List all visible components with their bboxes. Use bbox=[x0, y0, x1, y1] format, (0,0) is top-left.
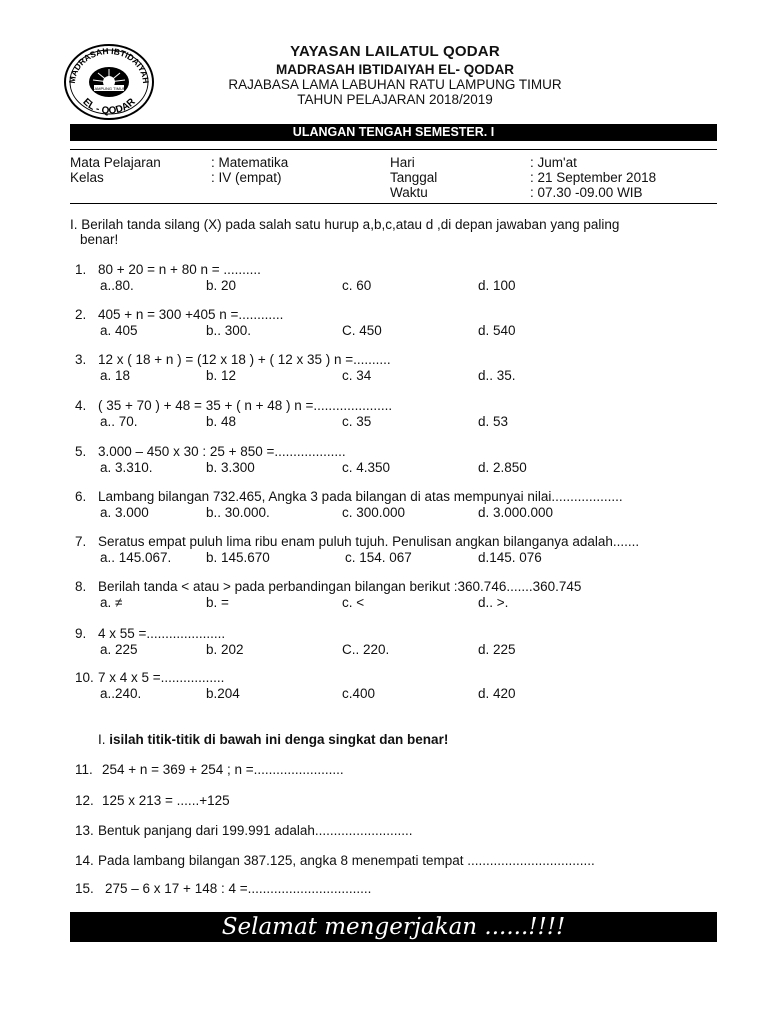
option-b: b.. 300. bbox=[206, 323, 252, 338]
section2-prefix: I. bbox=[98, 732, 110, 747]
question-text: 4 x 55 =..................... bbox=[98, 626, 226, 641]
option-c: c. 60 bbox=[342, 278, 372, 293]
academic-year: TAHUN PELAJARAN 2018/2019 bbox=[297, 92, 493, 107]
day-label: Hari bbox=[390, 155, 415, 170]
question-number: 10. bbox=[75, 670, 94, 685]
question-text: Berilah tanda < atau > pada perbandingan bilangan berikut :360.746.......360.745 bbox=[98, 579, 582, 594]
option-c: C.. 220. bbox=[342, 642, 390, 657]
logo-center-text: LAMPUNG TIMUR bbox=[92, 86, 126, 91]
essay-text: Pada lambang bilangan 387.125, angka 8 menempati tempat .................................. bbox=[98, 853, 595, 868]
option-d: d. 53 bbox=[478, 414, 509, 429]
question-text: 3.000 – 450 x 30 : 25 + 850 =................... bbox=[98, 444, 346, 459]
option-b: b.. 30.000. bbox=[206, 505, 270, 520]
essay-number: 11. bbox=[75, 762, 93, 777]
option-a: a.. 145.067. bbox=[100, 550, 172, 565]
time-value: : 07.30 -09.00 WIB bbox=[530, 185, 643, 200]
question-number: 2. bbox=[75, 307, 87, 322]
essay-number: 13. bbox=[75, 823, 94, 838]
logo-bottom-text: EL - QODAR bbox=[80, 96, 138, 117]
time-label: Waktu bbox=[390, 185, 428, 200]
option-d: d. 420 bbox=[478, 686, 516, 701]
question-text: Seratus empat puluh lima ribu enam puluh tujuh. Penulisan angkan bilanganya adalah....... bbox=[98, 534, 640, 549]
date-value: : 21 September 2018 bbox=[530, 170, 657, 185]
essay-text: Bentuk panjang dari 199.991 adalah.......................... bbox=[98, 823, 413, 838]
essay-number: 14. bbox=[75, 853, 94, 868]
essay-number: 15. bbox=[75, 881, 94, 896]
question-number: 6. bbox=[75, 489, 87, 504]
subject-value: : Matematika bbox=[211, 155, 289, 170]
day-value: : Jum'at bbox=[530, 155, 577, 170]
essay-text: 275 – 6 x 17 + 148 : 4 =................................. bbox=[105, 881, 372, 896]
info-bottom-rule bbox=[70, 203, 717, 204]
question-number: 8. bbox=[75, 579, 87, 594]
school-address: RAJABASA LAMA LABUHAN RATU LAMPUNG TIMUR bbox=[228, 77, 562, 92]
question-number: 1. bbox=[75, 262, 87, 277]
option-b: b. 202 bbox=[206, 642, 244, 657]
question-text: 7 x 4 x 5 =................. bbox=[98, 670, 225, 685]
section2-title: isilah titik-titik di bawah ini denga singkat dan benar! bbox=[109, 732, 449, 747]
date-label: Tanggal bbox=[390, 170, 438, 185]
logo-top-text: MADRASAH IBTIDAIYAH bbox=[66, 45, 152, 85]
option-c: c. 35 bbox=[342, 414, 372, 429]
school-name: MADRASAH IBTIDAIYAH EL- QODAR bbox=[275, 62, 514, 77]
section2-instruction bbox=[98, 732, 448, 747]
option-d: d. 540 bbox=[478, 323, 516, 338]
question-text: ( 35 + 70 ) + 48 = 35 + ( n + 48 ) n =..................... bbox=[98, 398, 393, 413]
foundation-name: YAYASAN LAILATUL QODAR bbox=[290, 43, 500, 60]
school-logo bbox=[62, 42, 156, 122]
option-a: a.. 70. bbox=[100, 414, 138, 429]
section1-instruction-cont: benar! bbox=[80, 232, 119, 247]
option-a: a. 3.310. bbox=[100, 460, 153, 475]
question-text: 405 + n = 300 +405 n =............ bbox=[98, 307, 284, 322]
option-a: a. 225 bbox=[100, 642, 138, 657]
essay-text: 125 x 213 = ......+125 bbox=[102, 793, 230, 808]
option-b: b. 145.670 bbox=[206, 550, 270, 565]
option-c: c. 300.000 bbox=[342, 505, 406, 520]
section1-instruction: I. Berilah tanda silang (X) pada salah satu hurup a,b,c,atau d ,di depan jawaban yang paling bbox=[70, 217, 620, 232]
option-d: d. 100 bbox=[478, 278, 516, 293]
option-c: c. < bbox=[342, 595, 365, 610]
essay-number: 12. bbox=[75, 793, 94, 808]
option-d: d.. >. bbox=[478, 595, 509, 610]
option-a: a..80. bbox=[100, 278, 134, 293]
question-number: 9. bbox=[75, 626, 87, 641]
option-d: d.145. 076 bbox=[478, 550, 542, 565]
question-number: 7. bbox=[75, 534, 87, 549]
option-b: b.204 bbox=[206, 686, 240, 701]
option-c: c. 4.350 bbox=[342, 460, 391, 475]
question-number: 4. bbox=[75, 398, 87, 413]
option-b: b. 48 bbox=[206, 414, 237, 429]
option-a: a. 3.000 bbox=[100, 505, 149, 520]
option-b: b. 3.300 bbox=[206, 460, 255, 475]
option-a: a..240. bbox=[100, 686, 142, 701]
question-text: Lambang bilangan 732.465, Angka 3 pada bilangan di atas mempunyai nilai................... bbox=[98, 489, 623, 504]
option-b: b. = bbox=[206, 595, 229, 610]
question-text: 12 x ( 18 + n ) = (12 x 18 ) + ( 12 x 35 ) n =.......... bbox=[98, 352, 391, 367]
option-c: c. 34 bbox=[342, 368, 372, 383]
option-c: c.400 bbox=[342, 686, 376, 701]
essay-text: 254 + n = 369 + 254 ; n =........................ bbox=[102, 762, 344, 777]
class-label: Kelas bbox=[70, 170, 104, 185]
option-d: d. 2.850 bbox=[478, 460, 527, 475]
subject-label: Mata Pelajaran bbox=[70, 155, 161, 170]
closing-banner: Selamat mengerjakan ......!!!! bbox=[70, 912, 717, 942]
option-b: b. 20 bbox=[206, 278, 237, 293]
option-d: d. 3.000.000 bbox=[478, 505, 554, 520]
class-value: : IV (empat) bbox=[211, 170, 282, 185]
option-a: a. 18 bbox=[100, 368, 131, 383]
option-d: d. 225 bbox=[478, 642, 516, 657]
option-a: a. ≠ bbox=[100, 595, 123, 610]
option-c: c. 154. 067 bbox=[345, 550, 412, 565]
question-text: 80 + 20 = n + 80 n = .......... bbox=[98, 262, 261, 277]
option-a: a. 405 bbox=[100, 323, 138, 338]
option-b: b. 12 bbox=[206, 368, 237, 383]
exam-title: ULANGAN TENGAH SEMESTER. I bbox=[70, 124, 717, 141]
info-top-rule bbox=[70, 149, 717, 150]
question-number: 5. bbox=[75, 444, 87, 459]
option-c: C. 450 bbox=[342, 323, 382, 338]
option-d: d.. 35. bbox=[478, 368, 516, 383]
question-number: 3. bbox=[75, 352, 87, 367]
